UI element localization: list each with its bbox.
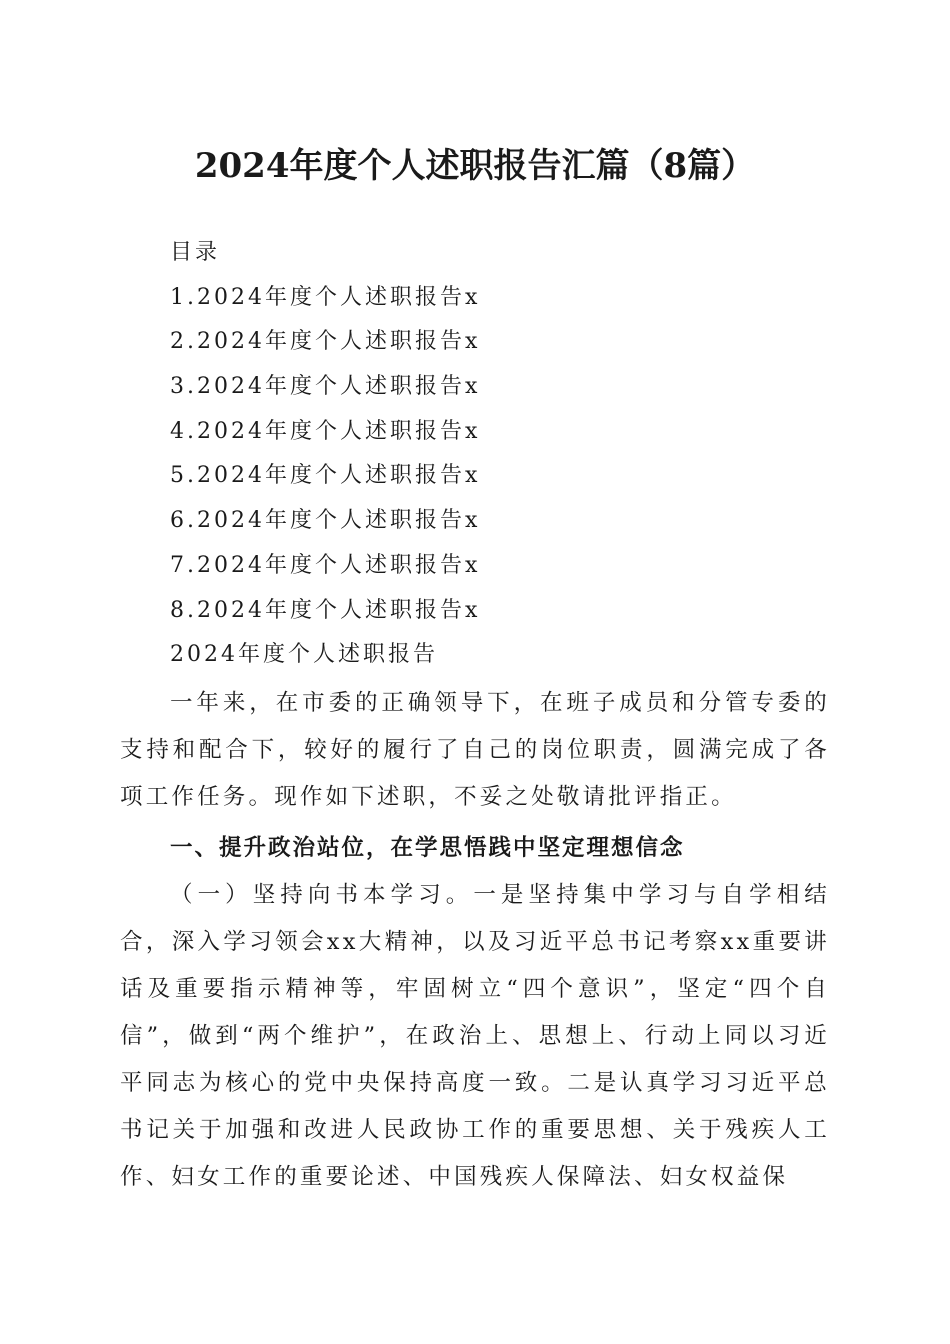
table-of-contents (170, 234, 480, 681)
toc-label: 目录 (170, 240, 221, 265)
document-title: 2024年度个人述职报告汇篇（8篇） (194, 146, 756, 186)
section-heading: 一、提升政治站位，在学思悟践中坚定理想信念 (170, 835, 685, 861)
section-title: 2024年度个人述职报告 (170, 642, 438, 668)
toc-item[interactable]: 3.2024年度个人述职报告x (170, 374, 481, 400)
toc-item[interactable]: 1.2024年度个人述职报告x (170, 284, 481, 310)
intro-paragraph: 一年来，在市委的正确领导下，在班子成员和分管专委的支持和配合下，较好的履行了自己的岗位职责，圆满完成了各项工作任务。现作如下述职，不妥之处敬请批评指正。 (120, 690, 830, 810)
toc-item[interactable]: 2.2024年度个人述职报告x (170, 329, 481, 355)
toc-item[interactable]: 8.2024年度个人述职报告x (170, 597, 481, 623)
report-body (120, 680, 830, 1201)
paragraph-lead: （一）坚持向书本学习。 (170, 882, 474, 908)
toc-item[interactable]: 5.2024年度个人述职报告x (170, 463, 481, 489)
paragraph (120, 872, 830, 1201)
toc-item[interactable]: 4.2024年度个人述职报告x (170, 418, 481, 444)
toc-item[interactable]: 6.2024年度个人述职报告x (170, 508, 481, 534)
paragraph-body: 一是坚持集中学习与自学相结合，深入学习领会xx大精神，以及习近平总书记考察xx重要讲话及重要指示精神等，牢固树立“四个意识”，坚定“四个自信”，做到“两个维护”，在政治上、思想上、行动上同以习近平同志为核心的党中央保持高度一致。二是认真学习习近平总书记关于加强和改进人民政协工作的重要思想、关于残疾人工作、妇女工作的重要论述、中国残疾人保障法、妇女权益保 (120, 882, 830, 1190)
toc-item[interactable]: 7.2024年度个人述职报告x (170, 552, 481, 578)
